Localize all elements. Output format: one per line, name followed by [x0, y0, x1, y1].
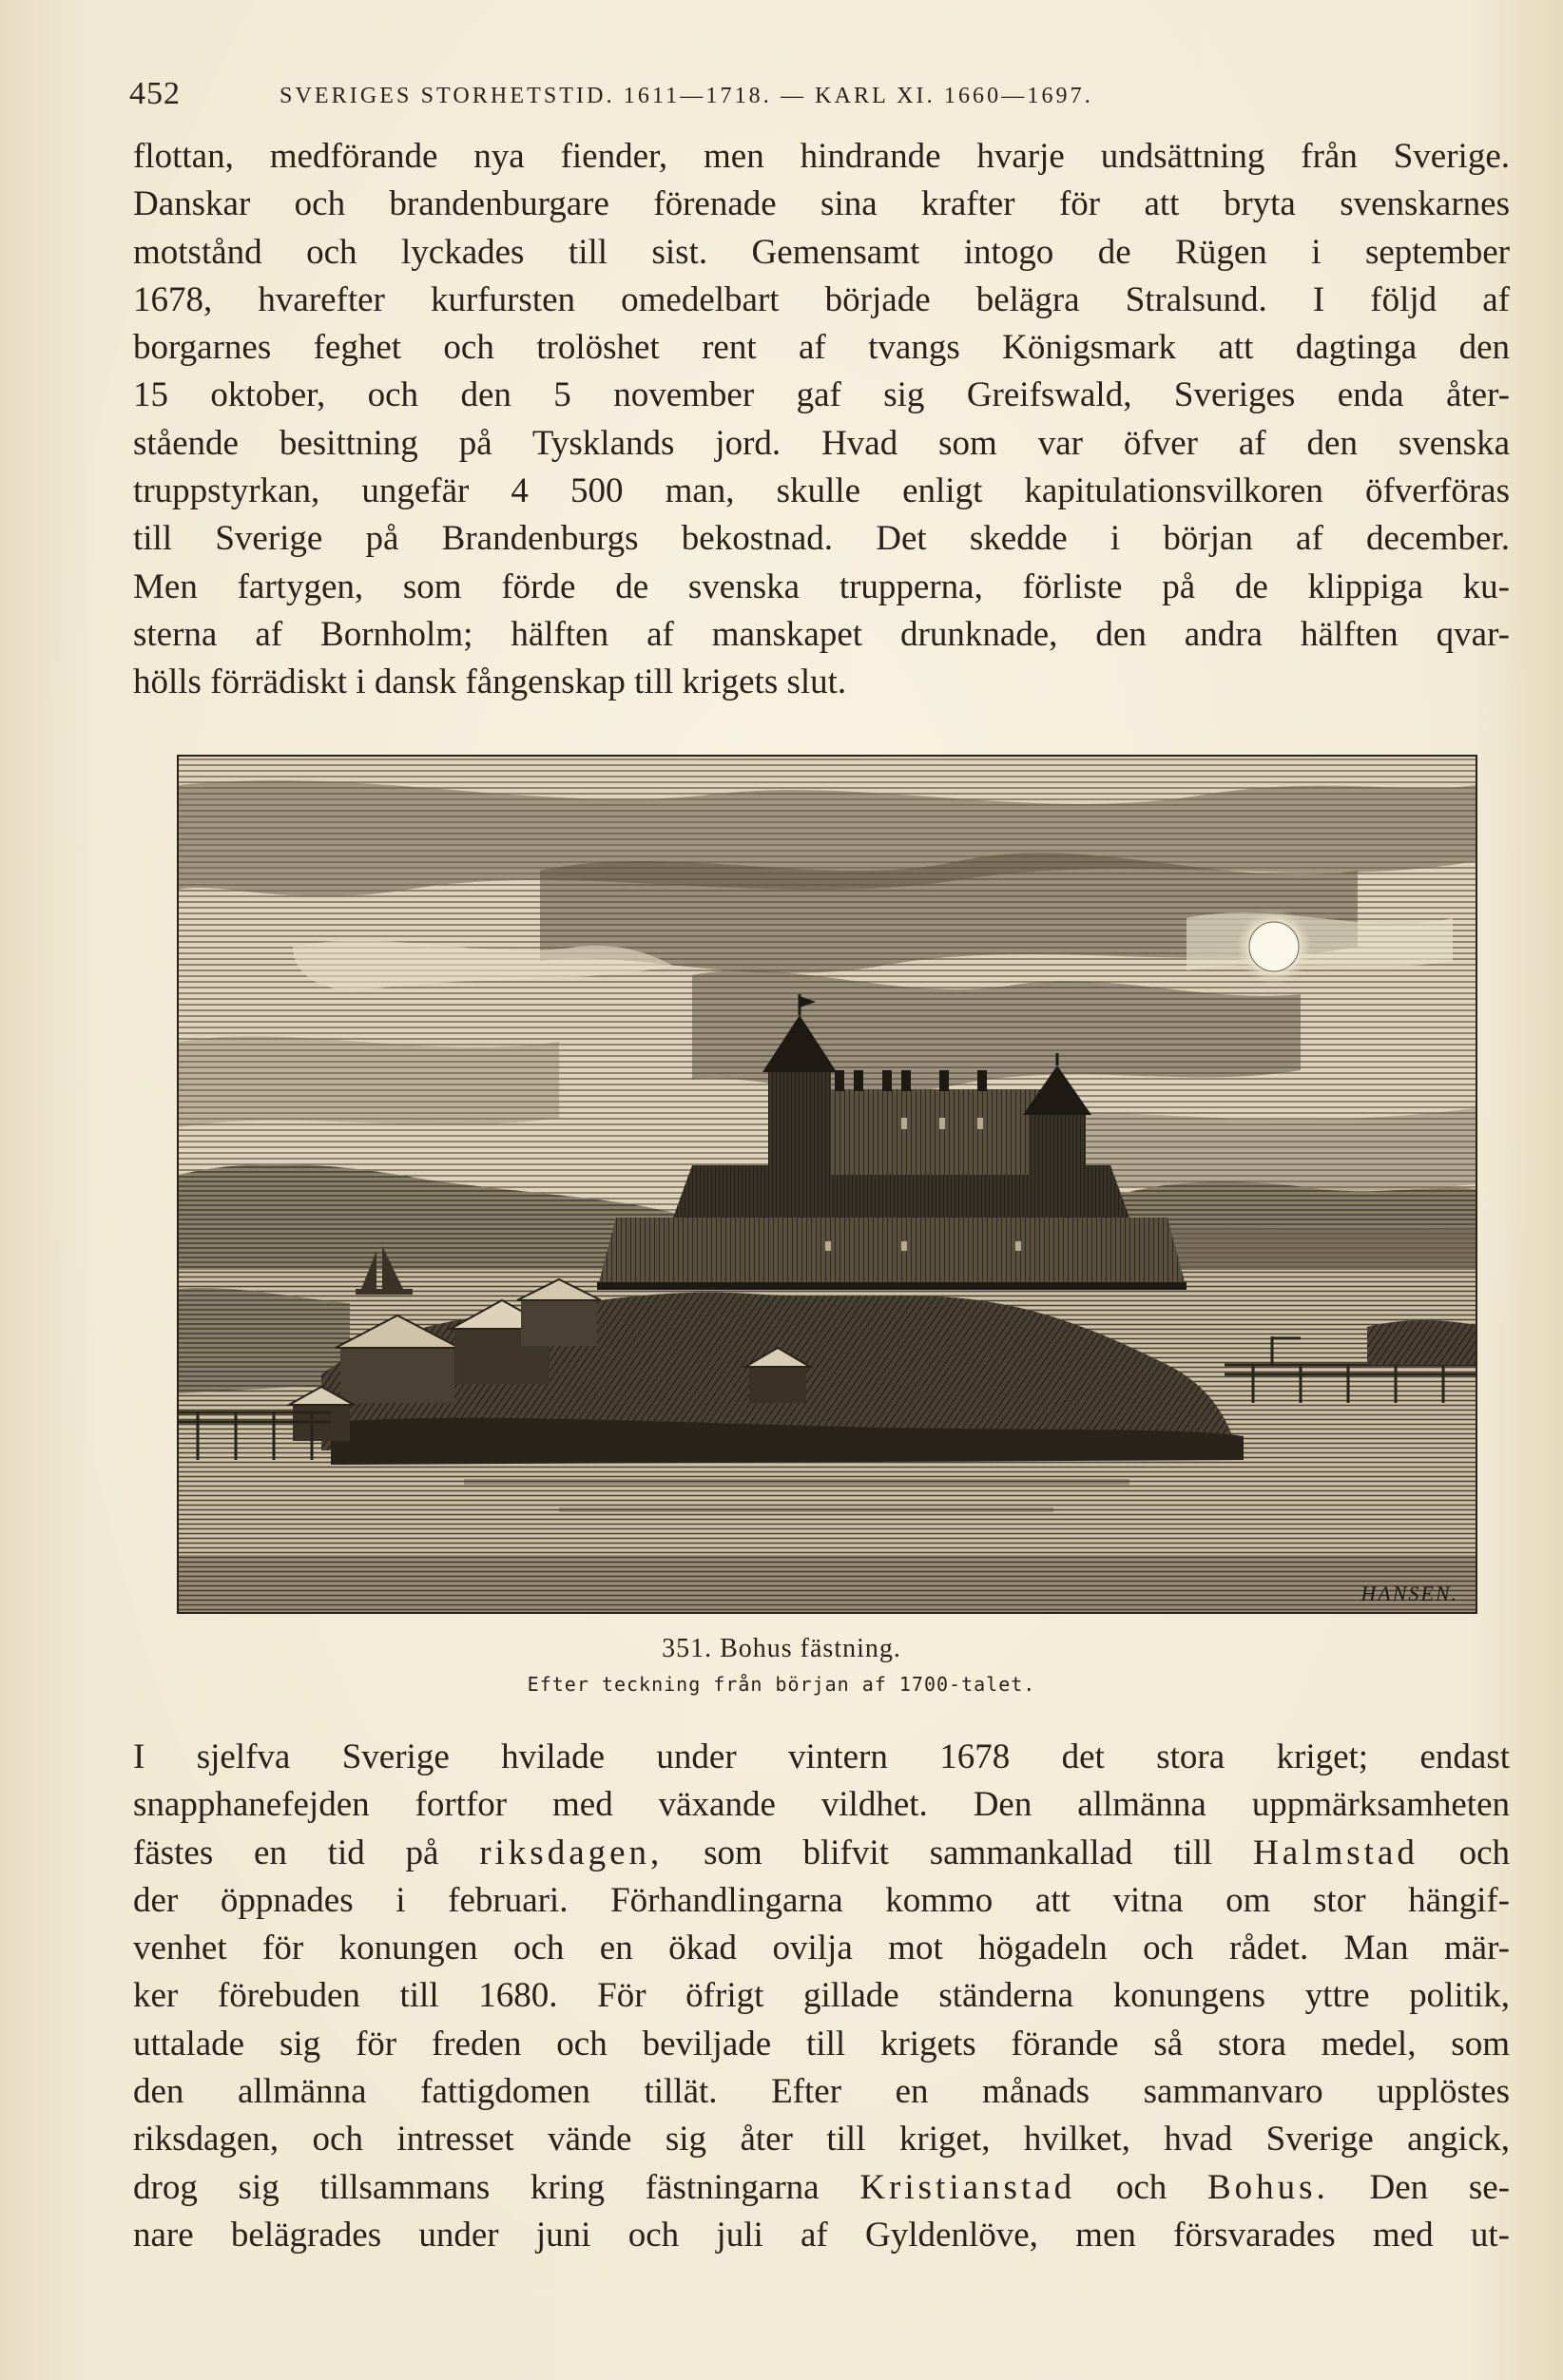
text-line: Men fartygen, som förde de svenska trupperna, förliste på de klippiga ku- — [133, 566, 1510, 606]
text-line: ker förebuden till 1680. För öfrigt gillade ständerna konungens yttre politik, — [133, 1976, 1510, 2016]
text-line: riksdagen, och intresset vände sig åter till kriget, hvilket, hvad Sverige angick, — [133, 2120, 1510, 2159]
engraver-signature: HANSEN. — [1360, 1582, 1458, 1605]
text-line — [133, 2164, 1510, 2212]
text-line: sterna af Bornholm; hälften af manskapet drunknade, den andra hälften qvar- — [133, 614, 1510, 654]
text-line: den allmänna fattigdomen tillät. Efter en månads sammanvaro upplöstes — [133, 2072, 1510, 2112]
text-segment: Den se- — [1369, 2167, 1510, 2207]
text-segment: och — [1115, 2167, 1167, 2207]
text-segment: fästes en tid på — [133, 1833, 439, 1872]
text-line: hölls förrädiskt i dansk fångenskap till krigets slut. — [133, 662, 847, 702]
page-header — [129, 70, 1479, 118]
emphasis-riksdagen: riksdagen, — [479, 1833, 664, 1872]
emphasis-kristianstad: Kristianstad — [859, 2167, 1076, 2207]
text-line: stående besittning på Tysklands jord. Hvad som var öfver af den svenska — [133, 423, 1510, 463]
text-line: uttalade sig för freden och beviljade till krigets förande så stora medel, som — [133, 2024, 1510, 2063]
figure-caption-source: Efter teckning från början af 1700-talet. — [527, 1673, 1036, 1696]
text-line: 15 oktober, och den 5 november gaf sig Greifswald, Sveriges enda åter- — [133, 375, 1510, 415]
emphasis-bohus: Bohus. — [1206, 2167, 1329, 2207]
text-line: I sjelfva Sverige hvilade under vintern 1678 det stora kriget; endast — [133, 1737, 1510, 1776]
text-line: till Sverige på Brandenburgs bekostnad. Det skedde i början af december. — [133, 519, 1510, 559]
text-line: snapphanefejden fortfor med växande vildhet. Den allmänna uppmärksamheten — [133, 1785, 1510, 1825]
engraving-bohus-fortress — [177, 755, 1477, 1614]
text-segment: och — [1458, 1833, 1511, 1872]
text-line: truppstyrkan, ungefär 4 500 man, skulle enligt kapitulationsvilkoren öfverföras — [133, 471, 1510, 511]
engraving-illustration — [179, 757, 1476, 1612]
text-line: flottan, medförande nya fiender, men hindrande hvarje undsättning från Sverige. — [133, 137, 1510, 176]
text-line: Danskar och brandenburgare förenade sina krafter för att bryta svenskarnes — [133, 184, 1510, 224]
paragraph-bottom — [133, 1734, 1510, 2259]
text-line: venhet för konungen och en ökad ovilja mot högadeln och rådet. Man mär- — [133, 1929, 1510, 1968]
figure-caption-title — [0, 1631, 1563, 1667]
figure-number: 351. — [662, 1634, 713, 1663]
text-segment: som blifvit sammankallad till — [704, 1833, 1213, 1872]
running-head: SVERIGES STORHETSTID. 1611—1718. — KARL XI. 1660—1697. — [280, 84, 1093, 108]
text-line — [133, 1830, 1510, 1877]
page-number: 452 — [129, 76, 181, 111]
text-line: der öppnades i februari. Förhandlingarna kommo att vitna om stor hängif- — [133, 1880, 1510, 1920]
emphasis-halmstad: Halmstad — [1253, 1833, 1418, 1872]
text-segment: drog sig tillsammans kring fästningarna — [133, 2167, 820, 2207]
text-line: 1678, hvarefter kurfursten omedelbart började belägra Stralsund. I följd af — [133, 279, 1510, 319]
figure-title: Bohus fästning. — [720, 1634, 901, 1663]
text-line: motstånd och lyckades till sist. Gemensamt intogo de Rügen i september — [133, 232, 1510, 272]
text-line: nare belägrades under juni och juli af Gyldenlöve, men försvarades med ut- — [133, 2215, 1510, 2255]
text-line: borgarnes feghet och trolöshet rent af tvangs Königsmark att dagtinga den — [133, 328, 1510, 368]
paragraph-top — [133, 133, 1510, 707]
